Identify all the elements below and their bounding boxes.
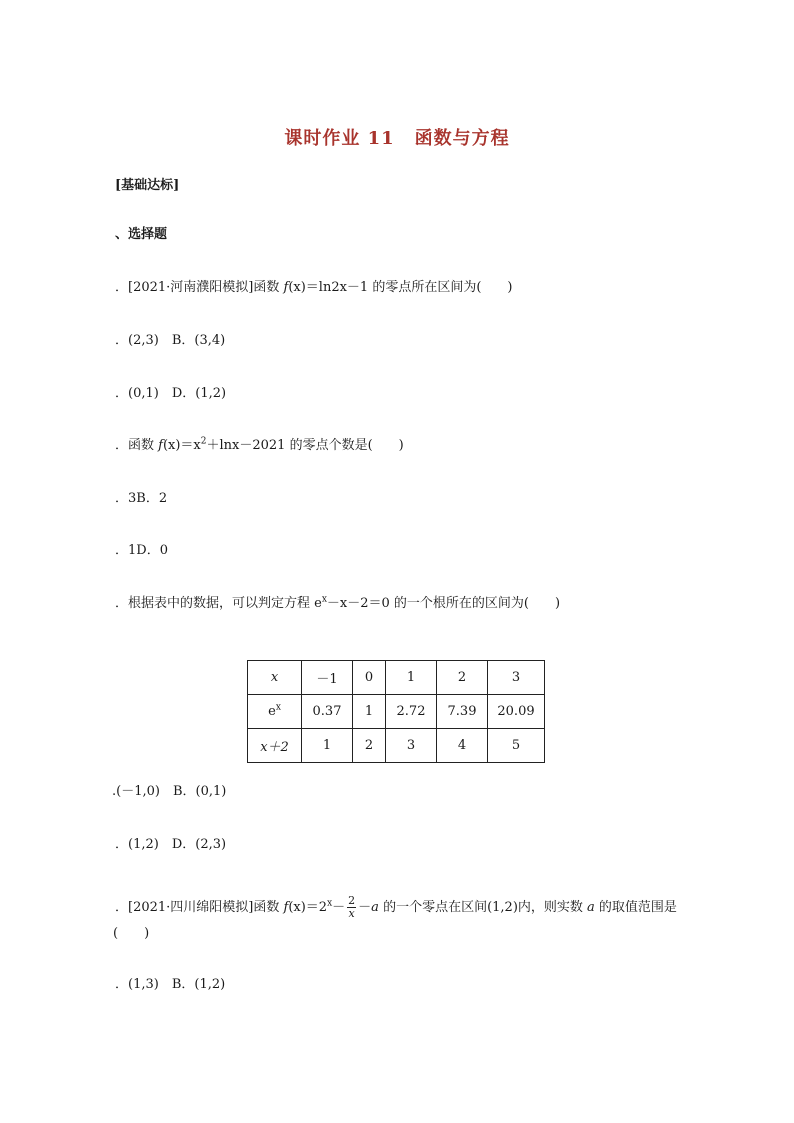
q4-a: a xyxy=(371,900,379,915)
q3-options-ab: .(－1,0) B．(0,1) xyxy=(112,784,227,799)
q4-answer-blank: ( ) xyxy=(113,926,150,941)
table-row xyxy=(248,729,545,763)
table-cell: x xyxy=(248,661,302,695)
table-cell: 2 xyxy=(353,729,386,763)
q1-paren: (x) xyxy=(288,280,306,295)
q3-rest: －x－2＝0 的一个根所在的区间为( ) xyxy=(326,596,561,611)
table-cell: 2.72 xyxy=(386,695,437,729)
table-cell: $e^x$ xyxy=(248,695,302,729)
value-table xyxy=(247,660,545,763)
table-row xyxy=(248,661,545,695)
q4-options-ab: ．(1,3) B．(1,2) xyxy=(115,977,226,992)
q1-options-ab: ．(2,3) B．(3,4) xyxy=(115,333,226,348)
q3-sup: x xyxy=(321,594,327,605)
table-cell: 2 xyxy=(437,661,488,695)
q2-options-ab: ．3B．2 xyxy=(115,491,168,506)
table-cell: 3 xyxy=(386,729,437,763)
q4-fraction: $\frac{2}{x}$ xyxy=(348,894,356,920)
q1-options-cd: ．(0,1) D．(1,2) xyxy=(115,386,227,401)
table-cell: 5 xyxy=(488,729,545,763)
q3-prefix: ．根据表中的数据，可以判定方程 e xyxy=(115,596,322,611)
q4-rest2: 的取值范围是 xyxy=(594,900,677,915)
q4-mid1: (x)＝2 xyxy=(288,900,328,915)
q4-sup: x xyxy=(327,898,333,909)
q4-f: f xyxy=(283,900,289,915)
table-cell: x＋2 xyxy=(248,729,302,763)
q4-prefix: ．[2021·四川绵阳模拟]函数 xyxy=(115,900,284,915)
q4-a2: a xyxy=(587,900,595,915)
q2-mid2: ＋lnx－2021 的零点个数是( ) xyxy=(206,438,404,453)
table-cell: 0 xyxy=(353,661,386,695)
question-2 xyxy=(115,437,404,455)
table-cell: 4 xyxy=(437,729,488,763)
table-cell: －1 xyxy=(302,661,353,695)
q2-mid1: (x)＝x xyxy=(162,438,201,453)
question-4 xyxy=(115,895,677,920)
q4-minus: － xyxy=(332,900,346,915)
table-cell: 1 xyxy=(386,661,437,695)
q2-sup: 2 xyxy=(200,436,207,447)
q3-options-cd: ．(1,2) D．(2,3) xyxy=(115,837,227,852)
q2-f: f xyxy=(158,438,163,453)
title-left: 课时作业 11 xyxy=(284,128,395,149)
table-cell: 3 xyxy=(488,661,545,695)
section-header: [基础达标] xyxy=(115,178,180,193)
question-1 xyxy=(115,279,512,297)
page-title xyxy=(0,124,794,150)
q2-options-cd: ．1D．0 xyxy=(115,543,168,558)
q1-prefix: ．[2021·河南濮阳模拟]函数 xyxy=(115,280,284,295)
table-cell: 0.37 xyxy=(302,695,353,729)
q1-f: f xyxy=(283,280,289,295)
table-cell: 1 xyxy=(353,695,386,729)
table-row xyxy=(248,695,545,729)
question-3 xyxy=(115,595,560,613)
subsection-heading: 、选择题 xyxy=(115,227,168,242)
table-cell: 20.09 xyxy=(488,695,545,729)
q4-rest: 的一个零点在区间(1,2)内，则实数 xyxy=(378,900,588,915)
q1-expr: ＝ln2x－1 的零点所在区间为( ) xyxy=(305,280,513,295)
q2-prefix: ．函数 xyxy=(115,438,159,453)
q4-mid2: － xyxy=(358,900,372,915)
title-right: 函数与方程 xyxy=(414,128,510,149)
table-cell: 1 xyxy=(302,729,353,763)
table-cell: 7.39 xyxy=(437,695,488,729)
